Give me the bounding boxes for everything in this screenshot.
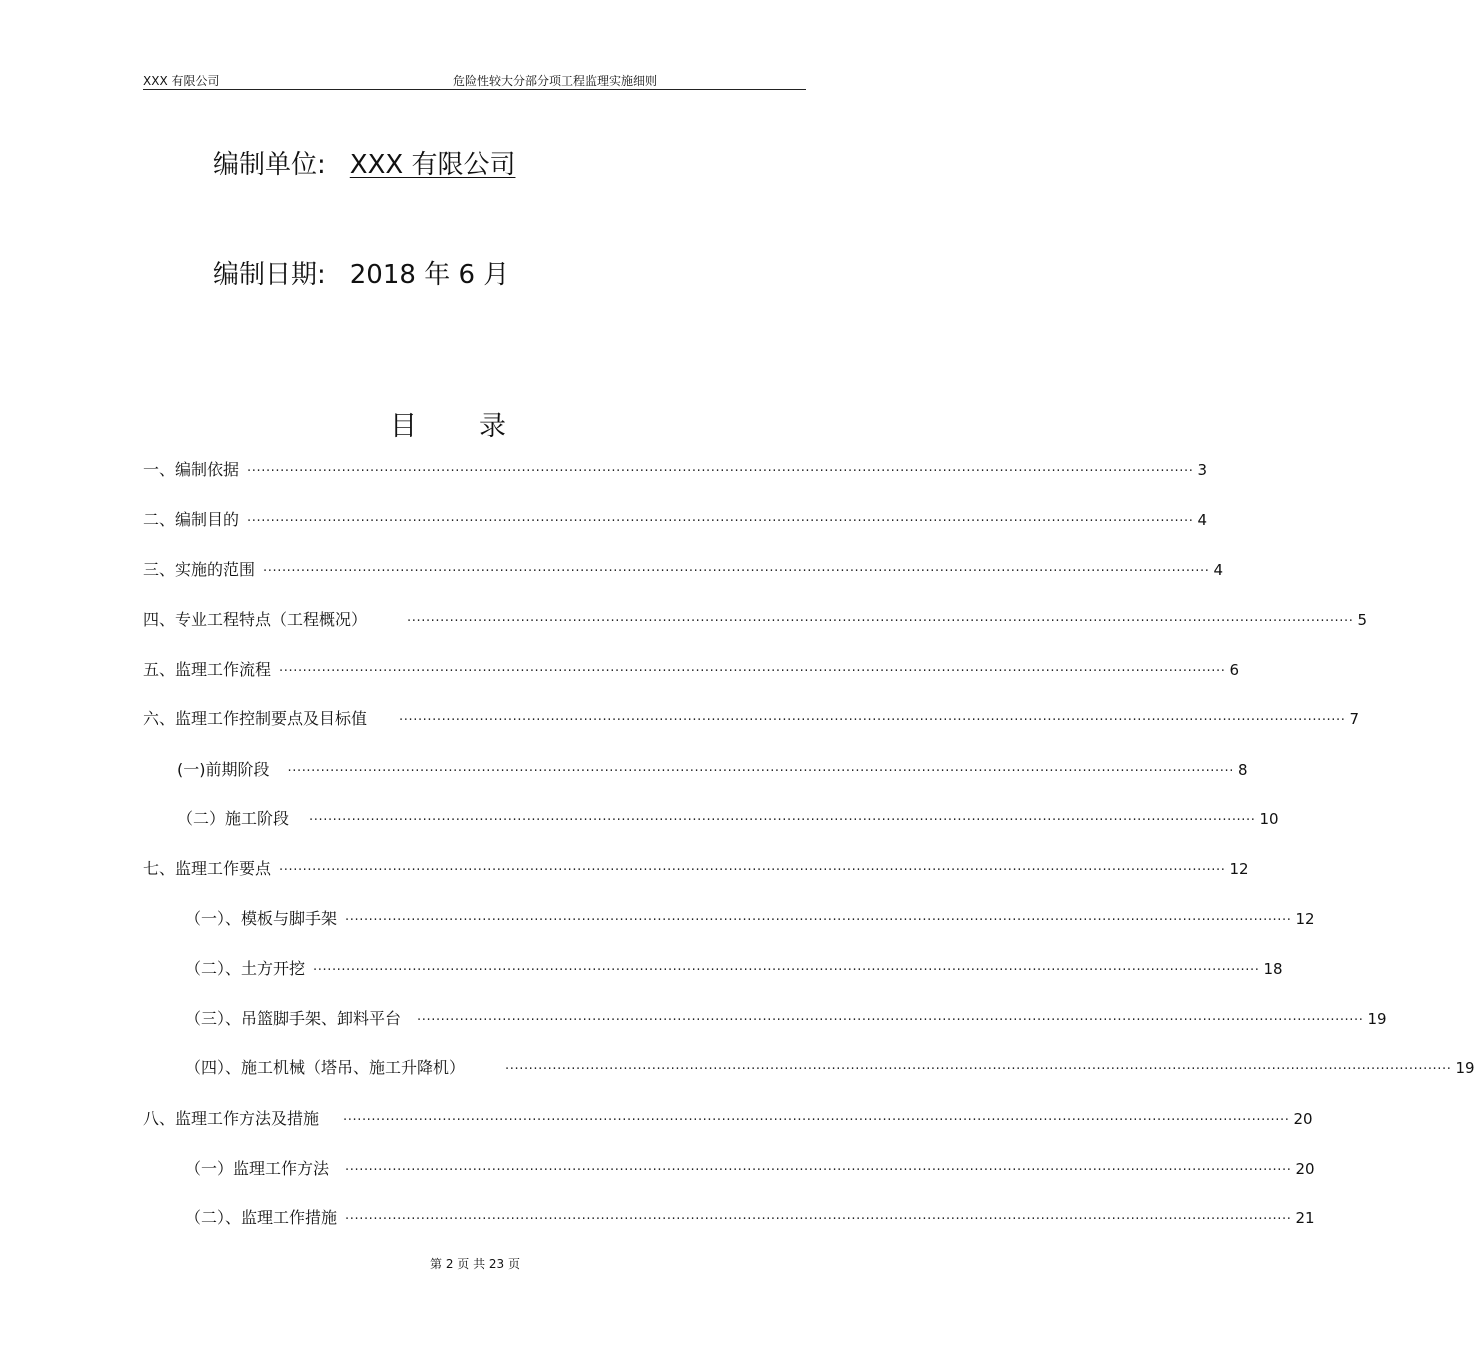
- toc-entry-label: 一、编制依据: [143, 460, 240, 479]
- toc-title-char-1: 目: [390, 411, 417, 442]
- toc-leader-dots: ········································································································································································································: [247, 514, 1194, 529]
- toc-entry[interactable]: [185, 956, 1283, 978]
- toc-entry[interactable]: [185, 906, 1315, 928]
- toc-entry[interactable]: [143, 706, 1360, 728]
- toc-leader-dots: ········································································································································································································: [407, 614, 1354, 629]
- toc-entry-page: 21: [1295, 1209, 1315, 1227]
- toc-entry-page: 12: [1295, 910, 1315, 928]
- toc-entry[interactable]: [143, 457, 1208, 479]
- toc-entry-page: 4: [1213, 561, 1224, 579]
- toc-entry-page: 12: [1229, 860, 1249, 878]
- toc-leader-dots: ········································································································································································································: [505, 1062, 1452, 1077]
- toc-entry-label: 二、编制目的: [143, 510, 240, 529]
- toc-entry-label: （四）、施工机械（塔吊、施工升降机）: [185, 1058, 466, 1077]
- toc-entry[interactable]: [177, 806, 1279, 828]
- toc-entry-label: (一)前期阶段: [177, 760, 270, 779]
- toc-entry-page: 10: [1259, 810, 1279, 828]
- page-footer: 第 2 页 共 23 页: [430, 1257, 520, 1271]
- toc-entry-label: （二）施工阶段: [177, 809, 290, 828]
- toc-leader-dots: ········································································································································································································: [345, 1212, 1292, 1227]
- toc-entry-page: 7: [1349, 710, 1360, 728]
- toc-entry-page: 19: [1455, 1059, 1475, 1077]
- toc-leader-dots: ········································································································································································································: [345, 1163, 1292, 1178]
- toc-entry-label: 八、监理工作方法及措施: [143, 1109, 320, 1128]
- toc-entry[interactable]: [143, 607, 1368, 629]
- date-label: 编制日期:: [213, 260, 326, 290]
- date-value: 2018 年 6 月: [349, 260, 510, 290]
- toc-entry-label: （二）、监理工作措施: [185, 1208, 338, 1227]
- toc-leader-dots: ········································································································································································································: [343, 1113, 1290, 1128]
- toc-entry-label: 三、实施的范围: [143, 560, 256, 579]
- toc-entry-label: （一）监理工作方法: [185, 1159, 330, 1178]
- toc-entry[interactable]: [143, 1106, 1313, 1128]
- toc-entry[interactable]: [143, 657, 1240, 679]
- toc-leader-dots: ········································································································································································································: [417, 1013, 1364, 1028]
- toc-leader-dots: ········································································································································································································: [345, 913, 1292, 928]
- toc-entry-page: 6: [1229, 661, 1240, 679]
- compiler-line: [213, 144, 515, 181]
- compiler-value: XXX 有限公司: [349, 150, 516, 180]
- toc-entry-label: 六、监理工作控制要点及目标值: [143, 709, 368, 728]
- toc-entry-page: 5: [1357, 611, 1368, 629]
- toc-title: [390, 404, 506, 443]
- toc-entry-page: 8: [1237, 761, 1248, 779]
- toc-leader-dots: ········································································································································································································: [263, 564, 1210, 579]
- toc-entry[interactable]: [143, 557, 1224, 579]
- date-line: [213, 254, 509, 291]
- toc-leader-dots: ········································································································································································································: [287, 764, 1234, 779]
- toc-entry-label: （二）、土方开挖: [185, 959, 306, 978]
- toc-entry[interactable]: [185, 1006, 1387, 1028]
- toc-entry[interactable]: [185, 1055, 1475, 1077]
- toc-entry[interactable]: [185, 1156, 1315, 1178]
- header-company: XXX 有限公司: [143, 74, 220, 88]
- toc-leader-dots: ········································································································································································································: [399, 713, 1346, 728]
- toc-entry-label: （一）、模板与脚手架: [185, 909, 338, 928]
- toc-title-char-2: 录: [479, 411, 506, 442]
- toc-entry-page: 18: [1263, 960, 1283, 978]
- toc-entry[interactable]: [177, 757, 1248, 779]
- toc-leader-dots: ········································································································································································································: [309, 813, 1256, 828]
- toc-leader-dots: ········································································································································································································: [313, 963, 1260, 978]
- toc-entry-page: 3: [1197, 461, 1208, 479]
- toc-entry-label: 四、专业工程特点（工程概况）: [143, 610, 368, 629]
- toc-leader-dots: ········································································································································································································: [279, 664, 1226, 679]
- toc-entry[interactable]: [143, 507, 1208, 529]
- toc-entry-page: 4: [1197, 511, 1208, 529]
- toc-entry-page: 19: [1367, 1010, 1387, 1028]
- toc-leader-dots: ········································································································································································································: [279, 863, 1226, 878]
- compiler-label: 编制单位:: [213, 150, 326, 180]
- toc-entry-label: 五、监理工作流程: [143, 660, 272, 679]
- header-document-title: 危险性较大分部分项工程监理实施细则: [453, 74, 658, 88]
- toc-entry-page: 20: [1295, 1160, 1315, 1178]
- toc-entry-label: （三）、吊篮脚手架、卸料平台: [185, 1009, 402, 1028]
- toc-entry-label: 七、监理工作要点: [143, 859, 272, 878]
- toc-entry-page: 20: [1293, 1110, 1313, 1128]
- page-header: [143, 70, 806, 90]
- toc-entry[interactable]: [143, 856, 1249, 878]
- toc-leader-dots: ········································································································································································································: [247, 464, 1194, 479]
- toc-entry[interactable]: [185, 1205, 1315, 1227]
